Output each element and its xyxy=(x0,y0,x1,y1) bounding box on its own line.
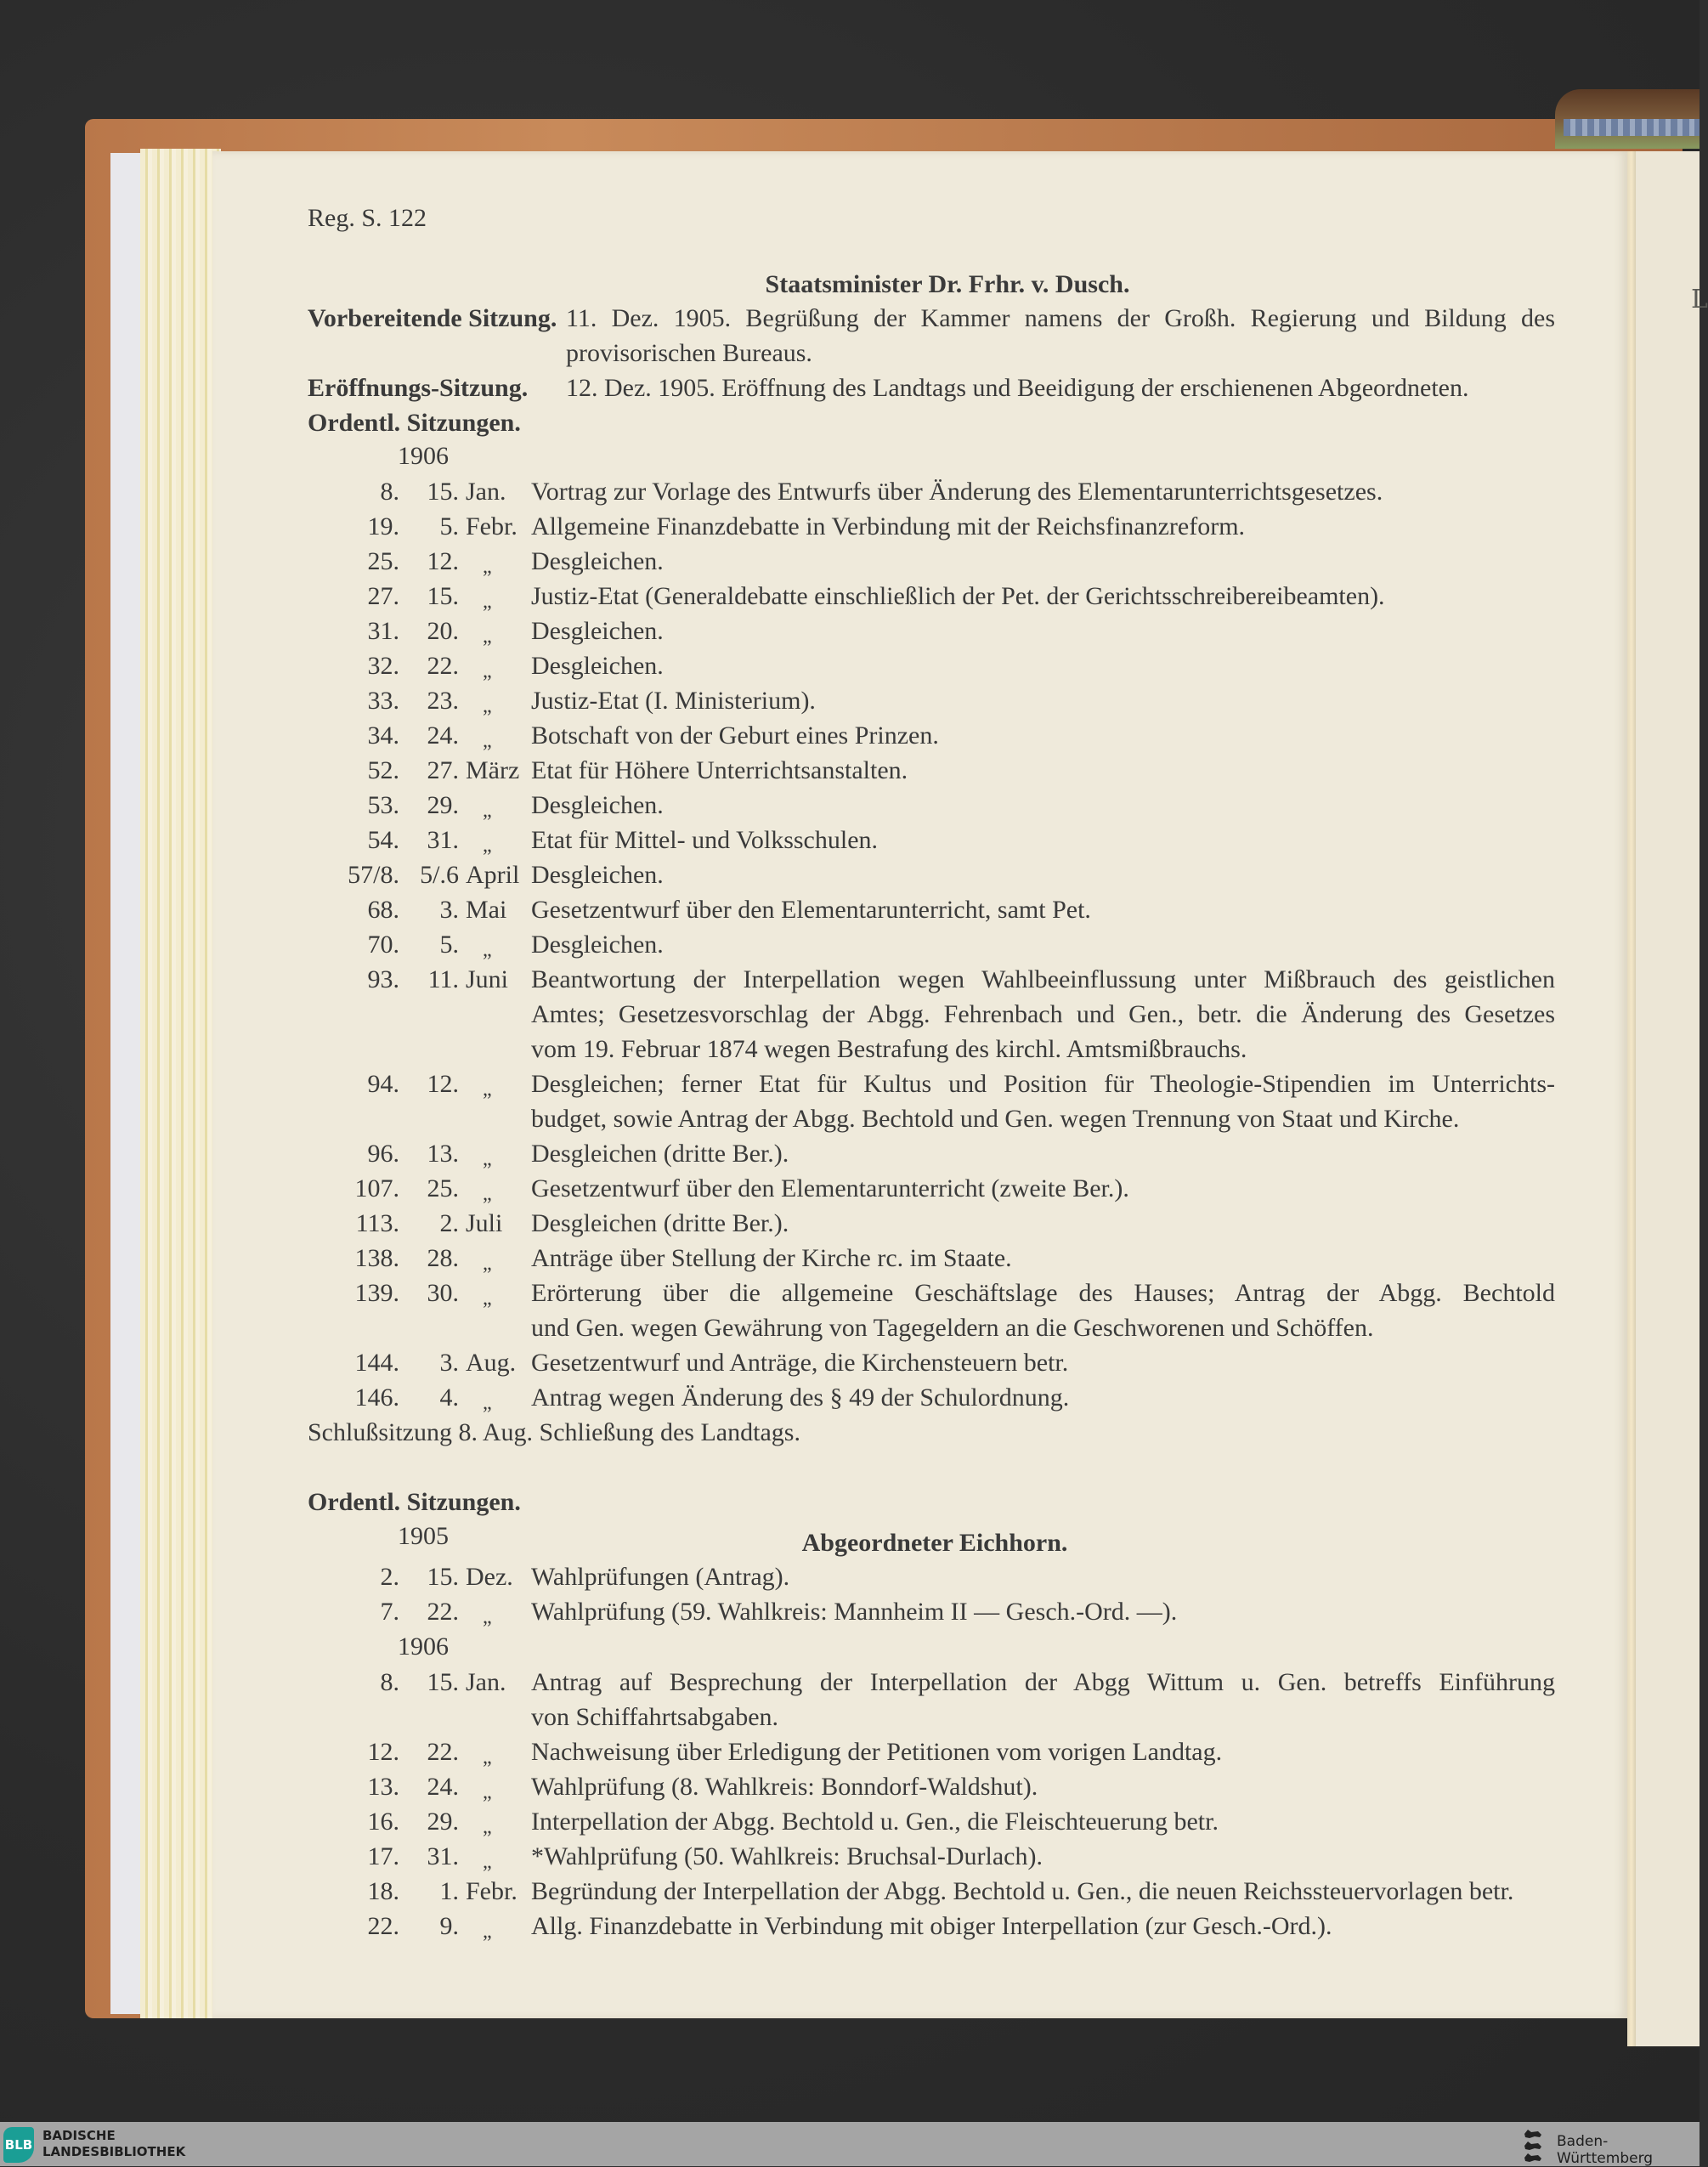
entry-number: 139. xyxy=(354,1279,399,1307)
entry-month: Jan. xyxy=(466,1668,506,1696)
entry-month: „ xyxy=(483,1816,492,1838)
entry-number: 93. xyxy=(367,965,399,993)
entry-text: Amtes; Gesetzesvorschlag der Abgg. Fehrenbach und Gen., betr. die Änderung des Gesetzes xyxy=(531,1000,1555,1028)
entry-month: Dez. xyxy=(466,1563,513,1591)
footer-bar xyxy=(0,2122,1700,2166)
entry-day: 30. xyxy=(427,1279,459,1307)
entry-day: 13. xyxy=(427,1140,459,1168)
entry-month: „ xyxy=(483,695,492,717)
entry-number: 32. xyxy=(367,652,399,680)
lions-coat-of-arms-icon xyxy=(1523,2127,1543,2163)
spine-headband xyxy=(1564,119,1700,136)
entry-text: Nachweisung über Erledigung der Petitionen vom vorigen Landtag. xyxy=(531,1738,1223,1766)
ordinary-sessions-label: Ordentl. Sitzungen. xyxy=(308,409,521,437)
entry-month: Febr. xyxy=(466,512,517,540)
entry-text: Desgleichen. xyxy=(531,652,664,680)
entry-text: Justiz-Etat (I. Ministerium). xyxy=(531,687,816,715)
entry-text: Allgemeine Finanzdebatte in Verbindung mit der Reichsfinanzreform. xyxy=(531,512,1246,540)
entry-month: „ xyxy=(483,1183,492,1205)
entry-number: 113. xyxy=(355,1209,399,1237)
prep-session-label: Vorbereitende Sitzung. xyxy=(308,304,557,332)
entry-number: 54. xyxy=(367,826,399,854)
entry-text: Allg. Finanzdebatte in Verbindung mit obiger Interpellation (zur Gesch.-Ord.). xyxy=(531,1912,1332,1940)
entry-month: Febr. xyxy=(466,1877,517,1905)
entry-number: 138. xyxy=(354,1244,399,1272)
entry-number: 52. xyxy=(367,756,399,784)
entry-month: Aug. xyxy=(466,1349,517,1377)
blb-line2: LANDESBIBLIOTHEK xyxy=(42,2144,186,2159)
entry-number: 2. xyxy=(380,1563,399,1591)
page-header: Reg. S. 122 xyxy=(308,204,427,232)
book-gutter xyxy=(1627,151,1636,2046)
entry-month: „ xyxy=(483,835,492,857)
entry-text: Etat für Mittel- und Volksschulen. xyxy=(531,826,879,854)
entry-number: 25. xyxy=(367,547,399,575)
blb-name[interactable] xyxy=(42,2128,185,2160)
entry-month: Juni xyxy=(466,965,509,993)
page-edge xyxy=(110,153,144,2014)
entry-day: 15. xyxy=(427,582,459,610)
prep-session-text: 11. Dez. 1905. Begrüßung der Kammer namens der Großh. Regierung und Bildung des xyxy=(566,304,1555,332)
entry-text: Anträge über Stellung der Kirche rc. im Staate. xyxy=(531,1244,1012,1272)
entry-day: 24. xyxy=(427,1773,459,1801)
right-page xyxy=(1636,151,1700,2046)
entry-month: „ xyxy=(483,939,492,961)
entry-text: Desgleichen (dritte Ber.). xyxy=(531,1209,789,1237)
page-edges-stack xyxy=(140,149,221,2018)
entry-month: „ xyxy=(483,730,492,752)
entry-day: 22. xyxy=(427,1598,459,1626)
entry-text: vom 19. Februar 1874 wegen Bestrafung des kirchl. Amtsmißbrauchs. xyxy=(531,1035,1247,1063)
entry-number: 31. xyxy=(367,617,399,645)
entry-day: 9. xyxy=(439,1912,459,1940)
entry-number: 70. xyxy=(367,931,399,959)
entry-number: 27. xyxy=(367,582,399,610)
entry-number: 13. xyxy=(367,1773,399,1801)
entry-month: April xyxy=(466,861,520,889)
entry-day: 15. xyxy=(427,1563,459,1591)
entry-number: 8. xyxy=(380,478,399,506)
right-page-glyph: L xyxy=(1691,285,1708,314)
entry-number: 17. xyxy=(367,1842,399,1870)
entry-day: 31. xyxy=(427,1842,459,1870)
entry-number: 96. xyxy=(367,1140,399,1168)
opening-session-label: Eröffnungs-Sitzung. xyxy=(308,374,529,402)
entry-month: „ xyxy=(483,625,492,648)
entry-number: 7. xyxy=(380,1598,399,1626)
entry-text: Desgleichen. xyxy=(531,791,664,819)
entry-month: „ xyxy=(483,660,492,682)
entry-month: „ xyxy=(483,1851,492,1873)
entry-day: 5/.6 xyxy=(420,861,459,889)
entry-number: 19. xyxy=(367,512,399,540)
year-label: 1906 xyxy=(398,1632,449,1661)
entry-month: „ xyxy=(483,800,492,822)
entry-text: Wahlprüfung (8. Wahlkreis: Bonndorf-Waldshut). xyxy=(531,1773,1038,1801)
entry-number: 16. xyxy=(367,1808,399,1836)
entry-number: 68. xyxy=(367,896,399,924)
entry-text: Interpellation der Abgg. Bechtold u. Gen., die Fleischteuerung betr. xyxy=(531,1808,1219,1836)
entry-number: 146. xyxy=(354,1383,399,1412)
entry-text: Desgleichen. xyxy=(531,931,664,959)
baden-wuerttemberg-label[interactable]: Baden-Württemberg xyxy=(1557,2133,1654,2167)
blb-logo-icon[interactable]: BLB xyxy=(3,2127,34,2163)
entry-text: Desgleichen. xyxy=(531,861,664,889)
entry-month: „ xyxy=(483,1921,492,1943)
entry-month: „ xyxy=(483,1392,492,1414)
entry-number: 144. xyxy=(354,1349,399,1377)
entry-month: Jan. xyxy=(466,478,506,506)
entry-text: *Wahlprüfung (50. Wahlkreis: Bruchsal-Durlach). xyxy=(531,1842,1043,1870)
blb-line1: BADISCHE xyxy=(42,2128,116,2143)
entry-day: 20. xyxy=(427,617,459,645)
entry-day: 15. xyxy=(427,1668,459,1696)
section-title: Staatsminister Dr. Frhr. v. Dusch. xyxy=(765,270,1130,298)
entry-day: 25. xyxy=(427,1174,459,1202)
entry-month: „ xyxy=(483,1078,492,1100)
entry-text: Desgleichen. xyxy=(531,547,664,575)
entry-text: Antrag auf Besprechung der Interpellation der Abgg Wittum u. Gen. betreffs Einführung xyxy=(531,1668,1555,1696)
entry-day: 3. xyxy=(439,1349,459,1377)
entry-text: Etat für Höhere Unterrichtsanstalten. xyxy=(531,756,908,784)
entry-day: 29. xyxy=(427,791,459,819)
entry-day: 5. xyxy=(439,931,459,959)
prep-session-text-cont: provisorischen Bureaus. xyxy=(566,339,812,367)
entry-day: 31. xyxy=(427,826,459,854)
entry-day: 29. xyxy=(427,1808,459,1836)
entry-day: 12. xyxy=(427,1070,459,1098)
entry-text: Justiz-Etat (Generaldebatte einschließlich der Pet. der Gerichtsschreibereibeamten). xyxy=(531,582,1385,610)
entry-number: 94. xyxy=(367,1070,399,1098)
entry-text: Desgleichen (dritte Ber.). xyxy=(531,1140,789,1168)
entry-month: „ xyxy=(483,1253,492,1275)
entry-month: „ xyxy=(483,591,492,613)
entry-month: Juli xyxy=(466,1209,503,1237)
entry-text: Gesetzentwurf über den Elementarunterricht (zweite Ber.). xyxy=(531,1174,1129,1202)
entry-text: Desgleichen; ferner Etat für Kultus und Position für Theologie-Stipendien im Unterrichts- xyxy=(531,1070,1555,1098)
section-title: Abgeordneter Eichhorn. xyxy=(801,1529,1068,1557)
entry-day: 11. xyxy=(427,965,459,993)
entry-day: 22. xyxy=(427,652,459,680)
entry-day: 27. xyxy=(427,756,459,784)
entry-month: „ xyxy=(483,556,492,578)
entry-number: 34. xyxy=(367,721,399,750)
entry-day: 3. xyxy=(439,896,459,924)
entry-text: Gesetzentwurf über den Elementarunterricht, samt Pet. xyxy=(531,896,1091,924)
entry-text: budget, sowie Antrag der Abgg. Bechtold und Gen. wegen Trennung von Staat und Kirche. xyxy=(531,1105,1460,1133)
entry-text: von Schiffahrtsabgaben. xyxy=(531,1703,779,1731)
entry-text: Begründung der Interpellation der Abgg. Bechtold u. Gen., die neuen Reichssteuervorlagen betr. xyxy=(531,1877,1514,1905)
entry-day: 22. xyxy=(427,1738,459,1766)
ordinary-sessions-label: Ordentl. Sitzungen. xyxy=(308,1488,521,1516)
entry-number: 12. xyxy=(367,1738,399,1766)
entry-day: 15. xyxy=(427,478,459,506)
entry-month: März xyxy=(466,756,520,784)
entry-number: 107. xyxy=(354,1174,399,1202)
entry-day: 1. xyxy=(439,1877,459,1905)
entry-month: „ xyxy=(483,1287,492,1310)
entry-day: 28. xyxy=(427,1244,459,1272)
entry-text: Wahlprüfung (59. Wahlkreis: Mannheim II — Gesch.-Ord. —). xyxy=(531,1598,1178,1626)
entry-text: Gesetzentwurf und Anträge, die Kirchensteuern betr. xyxy=(531,1349,1069,1377)
closing-session: Schlußsitzung 8. Aug. Schließung des Landtags. xyxy=(308,1418,800,1446)
entry-text: Desgleichen. xyxy=(531,617,664,645)
entry-day: 23. xyxy=(427,687,459,715)
entry-month: „ xyxy=(483,1781,492,1803)
entry-month: „ xyxy=(483,1746,492,1768)
entry-month: „ xyxy=(483,1148,492,1170)
entry-text: Vortrag zur Vorlage des Entwurfs über Änderung des Elementarunterrichtsgesetzes. xyxy=(531,478,1383,506)
year-label: 1906 xyxy=(398,442,449,470)
entry-number: 57/8. xyxy=(348,861,399,889)
entry-day: 5. xyxy=(439,512,459,540)
entry-day: 4. xyxy=(439,1383,459,1412)
entry-text: Wahlprüfungen (Antrag). xyxy=(531,1563,790,1591)
entry-text: Beantwortung der Interpellation wegen Wahlbeeinflussung unter Mißbrauch des geistlichen xyxy=(531,965,1555,993)
entry-number: 18. xyxy=(367,1877,399,1905)
entry-number: 53. xyxy=(367,791,399,819)
entry-day: 24. xyxy=(427,721,459,750)
entry-month: „ xyxy=(483,1606,492,1628)
entry-number: 8. xyxy=(380,1668,399,1696)
entry-month: Mai xyxy=(466,896,507,924)
entry-day: 2. xyxy=(439,1209,459,1237)
opening-session-text: 12. Dez. 1905. Eröffnung des Landtags und Beeidigung der erschienenen Abgeordneten. xyxy=(566,374,1469,402)
entry-number: 22. xyxy=(367,1912,399,1940)
entry-text: Botschaft von der Geburt eines Prinzen. xyxy=(531,721,939,750)
entry-number: 33. xyxy=(367,687,399,715)
entry-text: und Gen. wegen Gewährung von Tagegeldern an die Geschworenen und Schöffen. xyxy=(531,1314,1374,1342)
entry-day: 12. xyxy=(427,547,459,575)
entry-text: Erörterung über die allgemeine Geschäftslage des Hauses; Antrag der Abgg. Bechtold xyxy=(531,1279,1555,1307)
year-label: 1905 xyxy=(398,1522,449,1550)
entry-text: Antrag wegen Änderung des § 49 der Schulordnung. xyxy=(531,1383,1070,1412)
